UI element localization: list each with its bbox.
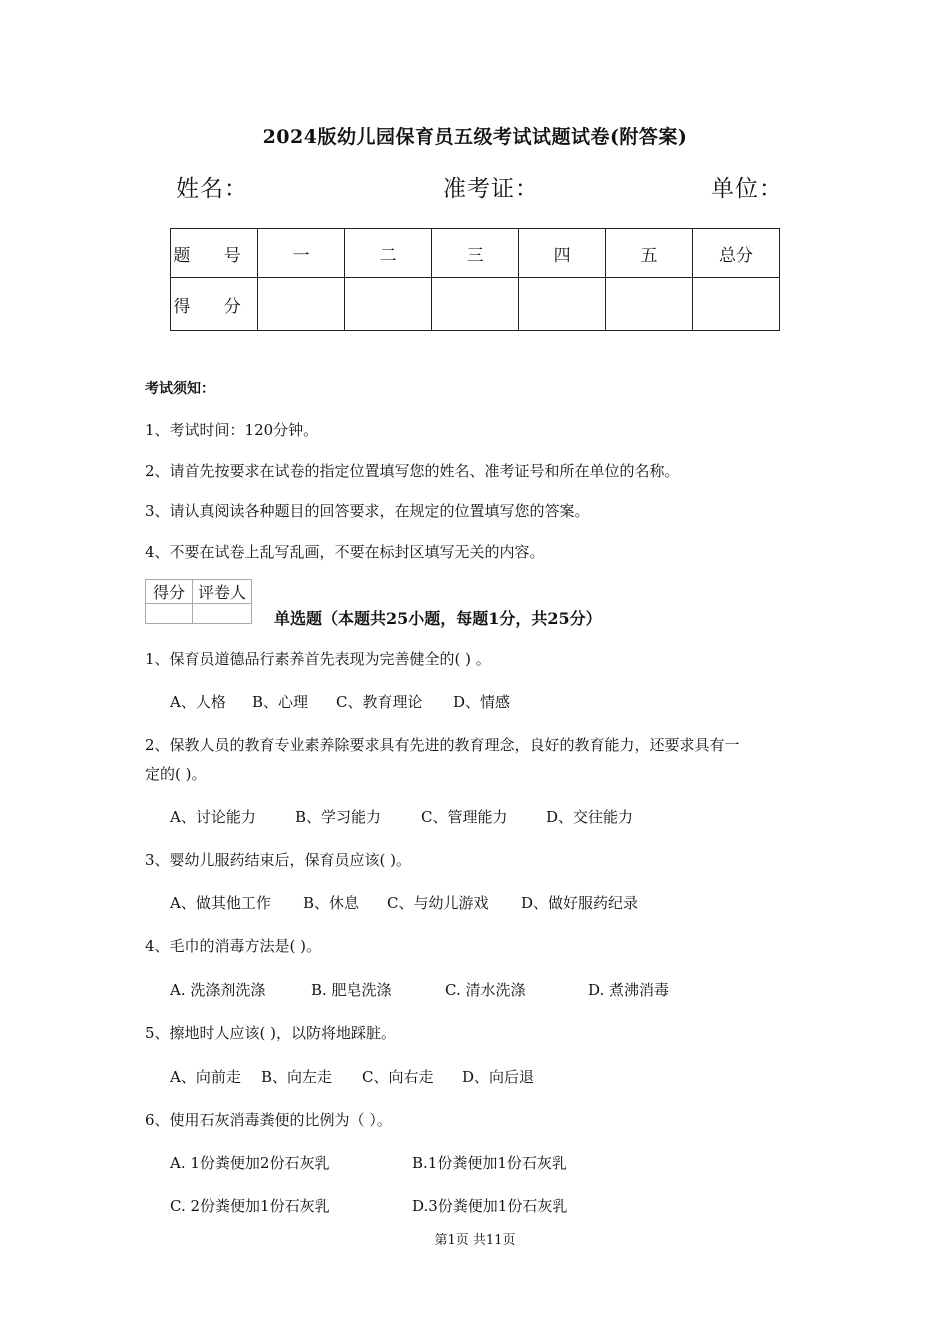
question-6-stem: 6、使用石灰消毒粪便的比例为（ ）。 [145,1111,392,1129]
question-1-option-d: D、情感 [453,693,511,711]
unit-label: 单位： [711,176,783,202]
question-5-option-c: C、向右走 [362,1068,434,1086]
grader-name-cell[interactable] [193,604,252,624]
question-3-option-b: B、休息 [303,894,360,912]
question-2-stem-line2: 定的( )。 [145,765,207,783]
score-col-2: 二 [345,229,432,278]
question-6-option-c: C. 2份粪便加1份石灰乳 [170,1197,330,1215]
score-table-row2-header: 得 分 [171,278,258,331]
question-6-option-b: B.1份粪便加1份石灰乳 [412,1154,567,1172]
score-cell-1[interactable] [258,278,345,331]
score-col-3: 三 [432,229,519,278]
question-4-option-b: B. 肥皂洗涤 [311,981,392,999]
question-3-option-d: D、做好服药纪录 [521,894,639,912]
question-2-option-d: D、交往能力 [546,808,634,826]
question-5-option-b: B、向左走 [261,1068,333,1086]
question-4-option-a: A. 洗涤剂洗涤 [170,981,266,999]
exam-title: 2024版幼儿园保育员五级考试试题试卷(附答案) [262,126,688,148]
score-cell-3[interactable] [432,278,519,331]
question-3-option-c: C、与幼儿游戏 [387,894,489,912]
score-table-row1-header: 题 号 [171,229,258,278]
question-1-option-c: C、教育理论 [336,693,423,711]
notice-item-3: 3、请认真阅读各种题目的回答要求，在规定的位置填写您的答案。 [145,502,590,520]
question-6-option-a: A. 1份粪便加2份石灰乳 [170,1154,330,1172]
score-cell-4[interactable] [519,278,606,331]
question-4-option-c: C. 清水洗涤 [445,981,526,999]
score-col-1: 一 [258,229,345,278]
score-cell-5[interactable] [606,278,693,331]
question-3-stem: 3、婴幼儿服药结束后，保育员应该( )。 [145,851,412,869]
score-col-5: 五 [606,229,693,278]
score-table-score-row [171,278,780,331]
score-col-4: 四 [519,229,606,278]
section-title: 单选题（本题共25小题，每题1分，共25分） [274,609,602,628]
score-cell-total[interactable] [693,278,780,331]
question-5-option-d: D、向后退 [462,1068,535,1086]
question-2-stem-line1: 2、保教人员的教育专业素养除要求具有先进的教育理念，良好的教育能力，还要求具有一 [145,736,740,754]
question-2-option-a: A、讨论能力 [170,808,256,826]
grader-score-label: 得分 [146,580,193,604]
notice-item-1: 1、考试时间：120分钟。 [145,421,319,439]
name-label: 姓名： [176,176,248,202]
score-col-total: 总分 [693,229,780,278]
score-table-header-row [171,229,780,278]
question-2-option-c: C、管理能力 [421,808,508,826]
score-cell-2[interactable] [345,278,432,331]
question-1-option-a: A、人格 [170,693,226,711]
page-footer: 第1页 共11页 [434,1233,516,1248]
question-4-option-d: D. 煮沸消毒 [588,981,670,999]
notice-item-4: 4、不要在试卷上乱写乱画，不要在标封区填写无关的内容。 [145,543,545,561]
question-1-stem: 1、保育员道德品行素养首先表现为完善健全的( ) 。 [145,650,491,668]
question-2-option-b: B、学习能力 [295,808,382,826]
notice-item-2: 2、请首先按要求在试卷的指定位置填写您的姓名、准考证号和所在单位的名称。 [145,462,680,480]
question-3-option-a: A、做其他工作 [170,894,271,912]
question-4-stem: 4、毛巾的消毒方法是( )。 [145,937,322,955]
score-table [170,228,780,331]
question-5-option-a: A、向前走 [170,1068,241,1086]
grader-box [145,579,252,624]
grader-name-label: 评卷人 [193,580,252,604]
question-1-option-b: B、心理 [252,693,309,711]
notice-title: 考试须知： [145,381,215,397]
ticket-label: 准考证： [443,176,539,202]
question-6-option-d: D.3份粪便加1份石灰乳 [412,1197,568,1215]
question-5-stem: 5、擦地时人应该( )，以防将地踩脏。 [145,1024,397,1042]
grader-score-cell[interactable] [146,604,193,624]
